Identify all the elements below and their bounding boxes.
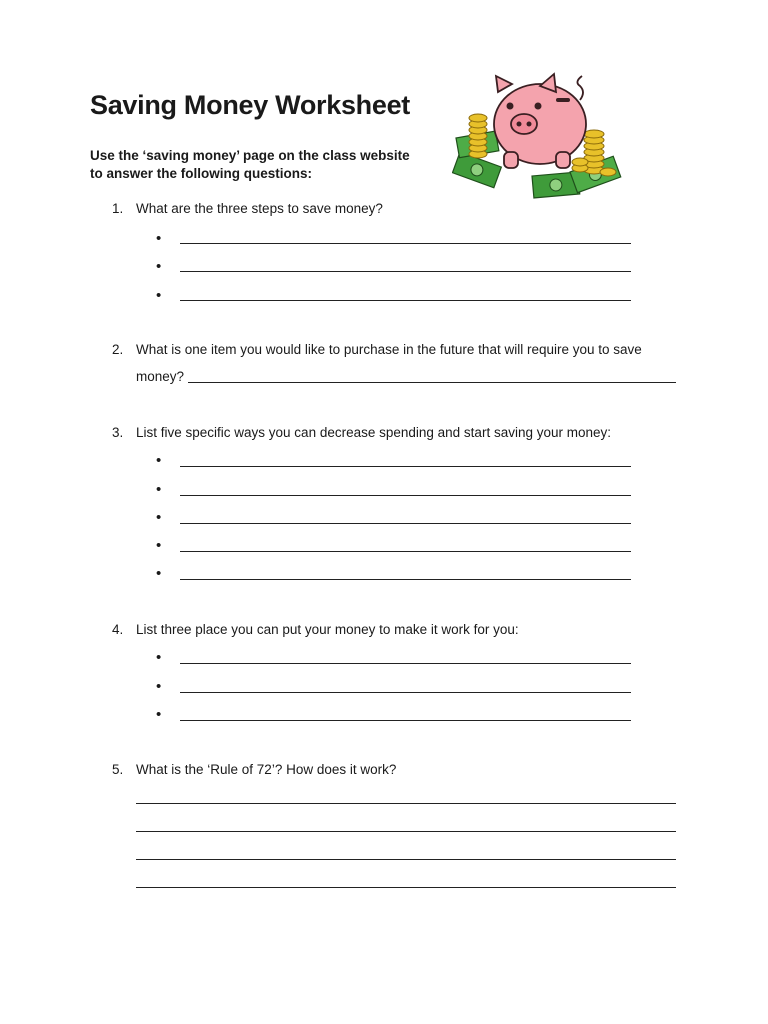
- bullet: •: [156, 678, 162, 695]
- bullet: •: [156, 258, 162, 275]
- bullet: •: [156, 706, 162, 723]
- instructions-line-1: Use the ‘saving money’ page on the class website: [90, 148, 410, 163]
- answer-line[interactable]: [136, 887, 676, 888]
- answer-line[interactable]: [136, 859, 676, 860]
- question-3: [112, 424, 611, 442]
- answer-line[interactable]: [180, 271, 631, 272]
- answer-line[interactable]: [180, 523, 631, 524]
- question-number: 2.: [112, 342, 124, 357]
- answer-line[interactable]: [180, 243, 631, 244]
- piggy-bank-with-coins-and-cash-icon: [452, 72, 632, 214]
- question-text: What is one item you would like to purchase in the future that will require you to save: [136, 342, 642, 357]
- question-1: [112, 200, 383, 218]
- answer-line[interactable]: [180, 663, 631, 664]
- question-text: What are the three steps to save money?: [136, 201, 383, 216]
- answer-line[interactable]: [136, 803, 676, 804]
- answer-line[interactable]: [180, 579, 631, 580]
- instructions: [90, 147, 420, 183]
- question-text: What is the ‘Rule of 72’? How does it work?: [136, 762, 397, 777]
- bullet: •: [156, 537, 162, 554]
- answer-line[interactable]: [180, 720, 631, 721]
- question-continuation: money?: [136, 369, 185, 384]
- pig: [494, 74, 586, 168]
- answer-line[interactable]: [180, 495, 631, 496]
- instructions-line-2: to answer the following questions:: [90, 166, 313, 181]
- question-number: 5.: [112, 762, 124, 777]
- bullet: •: [156, 230, 162, 247]
- question-number: 1.: [112, 201, 124, 216]
- question-2: [112, 341, 642, 359]
- question-5: [112, 761, 396, 779]
- bullet: •: [156, 509, 162, 526]
- bullet: •: [156, 452, 162, 469]
- answer-line[interactable]: [136, 831, 676, 832]
- question-number: 4.: [112, 622, 124, 637]
- question-4: [112, 621, 519, 639]
- answer-line[interactable]: [180, 300, 631, 301]
- question-text: List three place you can put your money to make it work for you:: [136, 622, 519, 637]
- answer-line[interactable]: [180, 466, 631, 467]
- answer-line[interactable]: [180, 692, 631, 693]
- question-number: 3.: [112, 425, 124, 440]
- bullet: •: [156, 287, 162, 304]
- answer-line[interactable]: [188, 382, 676, 383]
- bullet: •: [156, 481, 162, 498]
- answer-line[interactable]: [180, 551, 631, 552]
- page-title: Saving Money Worksheet: [90, 90, 410, 120]
- question-text: List five specific ways you can decrease spending and start saving your money:: [136, 425, 611, 440]
- bullet: •: [156, 565, 162, 582]
- bullet: •: [156, 649, 162, 666]
